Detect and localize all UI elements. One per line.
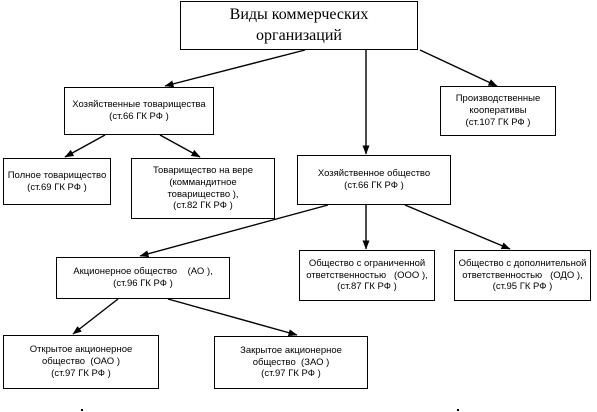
arrow-title-to-cooperatives	[420, 50, 497, 86]
node-open-jsc-line-2: общество (ОАО )	[42, 356, 120, 368]
arrow-partnerships-to-limited	[160, 135, 200, 157]
node-joint-stock-company	[56, 257, 230, 299]
diagram-title-line-1: Виды коммерческих	[229, 5, 369, 23]
node-limited-partnership	[131, 158, 275, 219]
node-production-cooperatives-line-1: Производственные	[455, 93, 541, 105]
node-production-cooperatives	[440, 86, 556, 136]
arrow-partnerships-to-full	[65, 135, 105, 157]
node-business-company-line-1: Хозяйственное общество	[317, 168, 431, 180]
node-additional-liability-company	[454, 250, 591, 301]
node-open-joint-stock-company	[3, 335, 159, 389]
arrow-business-to-alc	[405, 205, 510, 249]
stray-dot	[81, 409, 83, 411]
node-limited-partnership-line-2: (коммандитное	[169, 176, 237, 188]
node-additional-liability-company-line-1: Общество с дополнительной	[458, 257, 587, 269]
node-open-jsc-line-3: (ст.97 ГК РФ )	[51, 367, 111, 379]
node-closed-joint-stock-company	[214, 336, 368, 389]
node-llc-line-3: (ст.87 ГК РФ )	[337, 281, 397, 293]
node-full-partnership	[3, 158, 111, 205]
node-full-partnership-line-1: Полное товарищество	[7, 169, 107, 181]
node-limited-partnership-line-3: товарищество ),	[167, 188, 239, 200]
node-open-jsc-line-1: Открытое акционерное	[29, 344, 133, 356]
node-business-partnerships	[64, 87, 214, 135]
node-business-partnerships-line-2: (ст.66 ГК РФ )	[109, 111, 169, 122]
stray-dot	[457, 409, 459, 411]
diagram-title-line-2: организаций	[256, 26, 342, 44]
node-production-cooperatives-line-2: кооперативы	[469, 105, 527, 117]
node-limited-partnership-line-1: Товарищество на вере	[152, 164, 254, 176]
node-business-company-line-2: (ст.66 ГК РФ )	[344, 180, 404, 191]
diagram-title-box	[180, 1, 418, 50]
node-closed-jsc-line-2: общество (ЗАО )	[252, 356, 330, 368]
node-full-partnership-line-2: (ст.69 ГК РФ )	[27, 181, 87, 193]
node-llc-line-1: Общество с ограниченной	[308, 257, 426, 269]
node-limited-partnership-line-4: (ст.82 ГК РФ )	[173, 200, 233, 212]
node-additional-liability-company-line-3: (ст.95 ГК РФ )	[492, 281, 553, 293]
arrow-jsc-to-cjsc	[168, 299, 297, 335]
node-joint-stock-company-line-2: (ст.96 ГК РФ )	[113, 278, 173, 289]
node-production-cooperatives-line-3: (ст.107 ГК РФ )	[465, 116, 531, 128]
node-additional-liability-company-line-2: ответственностью (ОДО ),	[462, 269, 583, 281]
node-business-partnerships-line-1: Хозяйственные товарищества	[72, 99, 206, 111]
node-closed-jsc-line-3: (ст.97 ГК РФ )	[261, 368, 321, 380]
node-business-company	[297, 155, 451, 205]
arrow-jsc-to-ojsc	[73, 299, 118, 334]
arrow-title-to-partnerships	[165, 50, 305, 86]
node-llc-line-2: ответственностью (ООО ),	[306, 269, 428, 281]
node-llc	[299, 250, 435, 301]
node-joint-stock-company-line-1: Акционерное общество (АО ),	[73, 266, 213, 278]
node-closed-jsc-line-1: Закрытое акционерное	[240, 344, 342, 356]
